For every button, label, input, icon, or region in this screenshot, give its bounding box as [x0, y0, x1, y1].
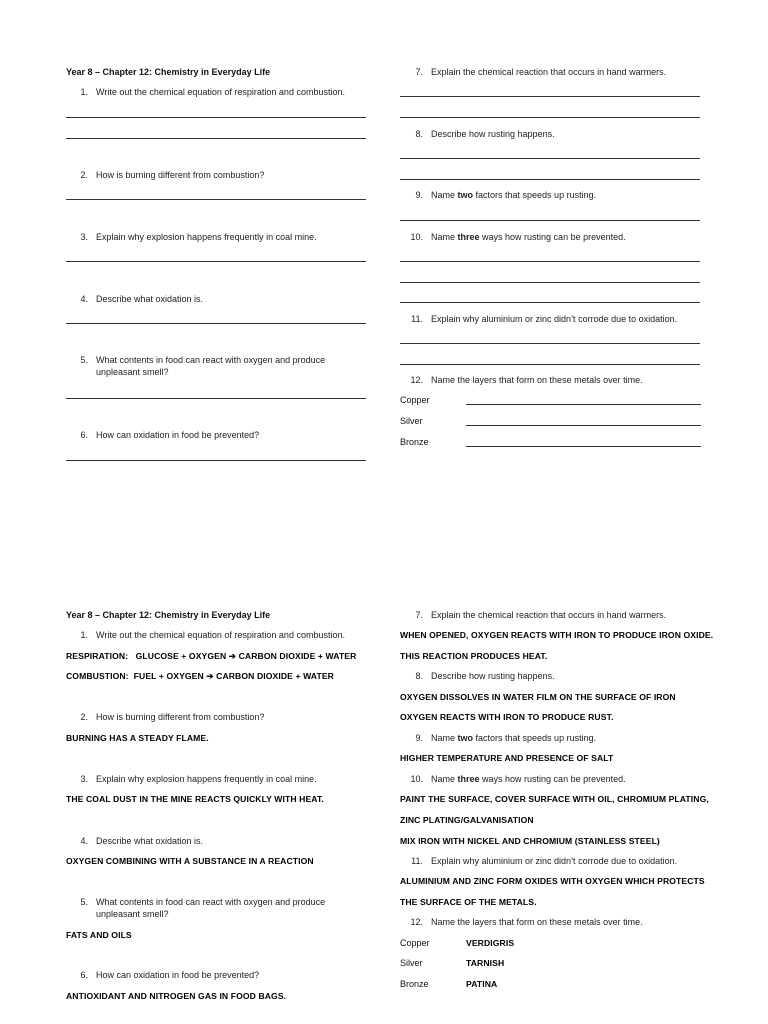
answer-7-line-1: WHEN OPENED, OXYGEN REACTS WITH IRON TO PRODUCE IRON OXIDE.	[400, 630, 714, 640]
metal-label-copper: Copper	[400, 938, 430, 948]
answer-6: ANTIOXIDANT AND NITROGEN GAS IN FOOD BAGS.	[66, 991, 287, 1001]
answer-line	[400, 117, 700, 118]
answer-line	[66, 117, 366, 118]
question-7: 7. Explain the chemical reaction that occurs in hand warmers.	[415, 67, 667, 77]
answer-12-copper: VERDIGRIS	[466, 938, 515, 948]
answer-question-5: 5. What contents in food can react with oxygen and produce unpleasant smell?	[80, 897, 326, 919]
answer-5: FATS AND OILS	[66, 930, 132, 940]
answer-8-line-2: OXYGEN REACTS WITH IRON TO PRODUCE RUST.	[400, 712, 614, 722]
question-6: 6. How can oxidation in food be prevented?	[80, 430, 260, 440]
answer-line	[466, 404, 701, 405]
answer-question-7: 7. Explain the chemical reaction that occurs in hand warmers.	[415, 610, 667, 620]
answer-line	[400, 179, 700, 180]
metal-label-bronze: Bronze	[400, 437, 429, 447]
answer-12-bronze: PATINA	[466, 979, 498, 989]
answer-question-6: 6. How can oxidation in food be prevented?	[80, 970, 260, 980]
answer-10-line-2: ZINC PLATING/GALVANISATION	[400, 815, 534, 825]
answer-question-2: 2. How is burning different from combustion?	[80, 712, 265, 722]
answer-10-line-3: MIX IRON WITH NICKEL AND CHROMIUM (STAINLESS STEEL)	[400, 836, 660, 846]
answer-line	[66, 138, 366, 139]
answer-7-line-2: THIS REACTION PRODUCES HEAT.	[400, 651, 548, 661]
question-8: 8. Describe how rusting happens.	[415, 129, 555, 139]
answer-line	[400, 343, 700, 344]
question-4: 4. Describe what oxidation is.	[80, 294, 204, 304]
answer-3: THE COAL DUST IN THE MINE REACTS QUICKLY WITH HEAT.	[66, 794, 324, 804]
answer-line	[400, 302, 700, 303]
question-5: 5. What contents in food can react with oxygen and produce unpleasant smell?	[80, 355, 326, 377]
answer-2: BURNING HAS A STEADY FLAME.	[66, 733, 209, 743]
answer-question-8: 8. Describe how rusting happens.	[415, 671, 555, 681]
answer-line	[400, 282, 700, 283]
answer-question-3: 3. Explain why explosion happens frequently in coal mine.	[80, 774, 317, 784]
metal-label-silver: Silver	[400, 958, 423, 968]
answer-question-10: 10. Name three ways how rusting can be prevented.	[410, 774, 626, 784]
answer-1-combustion: COMBUSTION: FUEL + OXYGEN ➔ CARBON DIOXIDE + WATER	[66, 671, 334, 681]
question-3: 3. Explain why explosion happens frequently in coal mine.	[80, 232, 317, 242]
question-11: 11. Explain why aluminium or zinc didn’t corrode due to oxidation.	[411, 314, 678, 324]
answer-1-respiration: RESPIRATION: GLUCOSE + OXYGEN ➔ CARBON DIOXIDE + WATER	[66, 651, 357, 661]
question-9: 9. Name two factors that speeds up rusting.	[415, 190, 597, 200]
answer-line	[400, 96, 700, 97]
answer-9: HIGHER TEMPERATURE AND PRESENCE OF SALT	[400, 753, 614, 763]
answer-4: OXYGEN COMBINING WITH A SUBSTANCE IN A REACTION	[66, 856, 314, 866]
answer-11-line-2: THE SURFACE OF THE METALS.	[400, 897, 537, 907]
answer-12-silver: TARNISH	[466, 958, 505, 968]
answer-line	[466, 425, 701, 426]
question-2: 2. How is burning different from combustion?	[80, 170, 265, 180]
answer-line	[66, 323, 366, 324]
arrow-icon: ➔	[206, 671, 214, 681]
answer-question-9: 9. Name two factors that speeds up rusting.	[415, 733, 597, 743]
question-1: 1. Write out the chemical equation of respiration and combustion.	[80, 87, 345, 97]
answer-line	[66, 398, 366, 399]
answer-line	[400, 158, 700, 159]
answer-line	[400, 364, 700, 365]
answer-question-4: 4. Describe what oxidation is.	[80, 836, 204, 846]
answer-10-line-1: PAINT THE SURFACE, COVER SURFACE WITH OIL, CHROMIUM PLATING,	[400, 794, 709, 804]
answer-sheet-title: Year 8 – Chapter 12: Chemistry in Everyday Life	[66, 610, 271, 620]
answer-line	[400, 261, 700, 262]
answer-11-line-1: ALUMINIUM AND ZINC FORM OXIDES WITH OXYGEN WHICH PROTECTS	[400, 876, 705, 886]
question-10: 10. Name three ways how rusting can be prevented.	[410, 232, 626, 242]
answer-line	[400, 220, 700, 221]
metal-label-silver: Silver	[400, 416, 423, 426]
answer-question-12: 12. Name the layers that form on these metals over time.	[410, 917, 643, 927]
answer-question-11: 11. Explain why aluminium or zinc didn’t corrode due to oxidation.	[411, 856, 678, 866]
answer-question-1: 1. Write out the chemical equation of respiration and combustion.	[80, 630, 345, 640]
metal-label-copper: Copper	[400, 395, 430, 405]
answer-line	[66, 460, 366, 461]
answer-line	[66, 199, 366, 200]
answer-8-line-1: OXYGEN DISSOLVES IN WATER FILM ON THE SURFACE OF IRON	[400, 692, 676, 702]
arrow-icon: ➔	[228, 651, 237, 661]
answer-line	[66, 261, 366, 262]
answer-line	[466, 446, 701, 447]
metal-label-bronze: Bronze	[400, 979, 429, 989]
worksheet-title: Year 8 – Chapter 12: Chemistry in Everyday Life	[66, 67, 271, 77]
question-12: 12. Name the layers that form on these metals over time.	[410, 375, 643, 385]
